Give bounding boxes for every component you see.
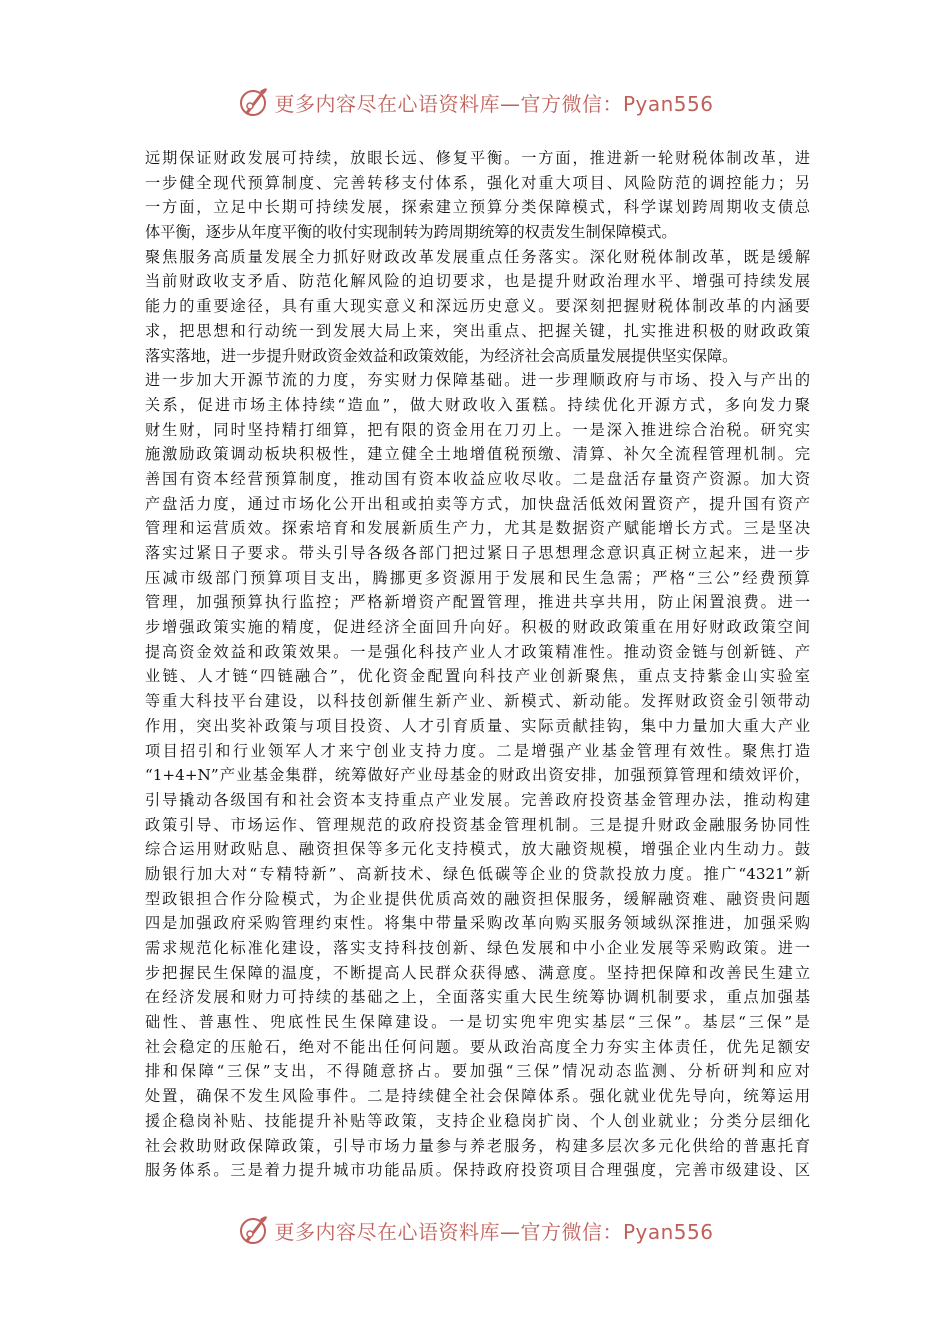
text-line: 提高资金效益和政策效果。一是强化科技产业人才政策精准性。推动资金链与创新链、产 [145,642,810,661]
text-line: 聚焦服务高质量发展全力抓好财政改革发展重点任务落实。深化财税体制改革，既是缓解 [145,247,810,266]
text-line: 排和保障“三保”支出，不得随意挤占。要加强“三保”情况动态监测、分析研判和应对 [145,1062,810,1081]
text-line: 产盘活力度，通过市场化公开出租或拍卖等方式，加快盘活低效闲置资产，提升国有资产 [145,494,810,513]
text-line: 项目招引和行业领军人才来宁创业支持力度。二是增强产业基金管理有效性。聚焦打造 [145,741,810,760]
text-line: 四是加强政府采购管理约束性。将集中带量采购改革向购买服务领域纵深推进，加强采购 [145,914,810,933]
text-line: 社会稳定的压舱石，绝对不能出任何问题。要从政治高度全力夯实主体责任，优先足额安 [145,1037,810,1056]
text-line: 社会救助财政保障政策，引导市场力量参与养老服务，构建多层次多元化供给的普惠托育 [145,1136,810,1155]
text-line: 型政银担合作分险模式，为企业提供优质高效的融资担保服务，缓解融资难、融资贵问题 [145,889,810,908]
text-line: 综合运用财政贴息、融资担保等多元化支持模式，放大融资规模，增强企业内生动力。鼓 [145,840,810,859]
document-body [145,146,810,1183]
footer-banner [0,1208,950,1252]
text-line: 础性、普惠性、兜底性民生保障建设。一是切实兜牢兜实基层“三保”。基层“三保”是 [145,1013,810,1032]
text-line: 励银行加大对“专精特新”、高新技术、绿色低碳等企业的贷款投放力度。推广“4321”新 [145,864,810,883]
text-line: 处置，确保不发生风险事件。二是持续健全社会保障体系。强化就业优先导向，统筹运用 [145,1087,810,1106]
text-line: 业链、人才链“四链融合”，优化资金配置向科技产业创新聚焦，重点支持紫金山实验室 [145,667,810,686]
text-line: 一方面，立足中长期可持续发展，探索建立预算分类保障模式，科学谋划跨周期收支债总 [145,198,810,217]
text-line: 一步健全现代预算制度、完善转移支付体系，强化对重大项目、风险防范的调控能力；另 [145,173,810,192]
text-line: 作用，突出奖补政策与项目投资、人才引育质量、实际贡献挂钩，集中力量加大重大产业 [145,716,810,735]
header-banner-text: 更多内容尽在心语资料库—官方微信：Pyan556 [274,91,714,116]
text-line: 落实过紧日子要求。带头引导各级各部门把过紧日子思想理念意识真正树立起来，进一步 [145,544,810,562]
text-line: 管理和运营质效。探索培育和发展新质生产力，尤其是数据资产赋能增长方式。三是坚决 [145,519,810,538]
text-line: 远期保证财政发展可持续，放眼长远、修复平衡。一方面，推进新一轮财税体制改革，进 [145,149,810,167]
quill-pen-logo-icon [236,85,270,119]
text-line: 需求规范化标准化建设，落实支持科技创新、绿色发展和中小企业发展等采购政策。进一 [145,939,810,957]
text-line: 政策引导、市场运作、管理规范的政府投资基金管理机制。三是提升财政金融服务协同性 [145,815,810,834]
text-line: 施激励政策调动板块积极性，建立健全土地增值税预缴、清算、补欠全流程管理机制。完 [145,445,810,464]
text-line: 求，把思想和行动统一到发展大局上来，突出重点、把握关键，扎实推进积极的财政政策 [145,321,810,340]
text-line: 体平衡，逐步从年度平衡的收付实现制转为跨周期统筹的权责发生制保障模式。 [145,223,677,242]
text-line: 能力的重要途径，具有重大现实意义和深远历史意义。要深刻把握财税体制改革的内涵要 [145,297,810,316]
text-line: 服务体系。三是着力提升城市功能品质。保持政府投资项目合理强度，完善市级建设、区 [145,1161,810,1180]
text-line: 引导撬动各级国有和社会资本支持重点产业发展。完善政府投资基金管理办法，推动构建 [145,790,810,809]
text-line: 善国有资本经营预算制度，推动国有资本收益应收尽收。二是盘活存量资产资源。加大资 [145,469,810,488]
text-line: 落实落地，进一步提升财政资金效益和政策效能，为经济社会高质量发展提供坚实保障。 [145,346,738,365]
text-line: 步把握民生保障的温度，不断提高人民群众获得感、满意度。坚持把保障和改善民生建立 [145,963,810,982]
quill-pen-logo-icon [236,1213,270,1247]
text-line: 压减市级部门预算项目支出，腾挪更多资源用于发展和民生急需；严格“三公”经费预算 [145,568,810,587]
text-line: 在经济发展和财力可持续的基础之上，全面落实重大民生统筹协调机制要求，重点加强基 [145,988,810,1007]
text-line: 步增强政策实施的精度，促进经济全面回升向好。积极的财政政策重在用好财政政策空间 [145,618,810,637]
text-line: 等重大科技平台建设，以科技创新催生新产业、新模式、新动能。发挥财政资金引领带动 [145,692,810,711]
text-line: 关系，促进市场主体持续“造血”，做大财政收入蛋糕。持续优化开源方式，多向发力聚 [145,395,810,414]
text-line: 管理，加强预算执行监控；严格新增资产配置管理，推进共享共用，防止闲置浪费。进一 [145,593,810,612]
text-line: 援企稳岗补贴、技能提升补贴等政策，支持企业稳岗扩岗、个人创业就业；分类分层细化 [145,1111,810,1130]
text-line: 当前财政收支矛盾、防范化解风险的迫切要求，也是提升财政治理水平、增强可持续发展 [145,272,810,291]
text-line: 进一步加大开源节流的力度，夯实财力保障基础。进一步理顺政府与市场、投入与产出的 [145,371,810,390]
text-line: 财生财，同时坚持精打细算，把有限的资金用在刀刃上。一是深入推进综合治税。研究实 [145,420,810,439]
footer-banner-text: 更多内容尽在心语资料库—官方微信：Pyan556 [274,1219,714,1244]
header-banner [0,80,950,124]
text-line: “1+4+N”产业基金集群，统筹做好产业母基金的财政出资安排，加强预算管理和绩效评价， [145,766,810,785]
